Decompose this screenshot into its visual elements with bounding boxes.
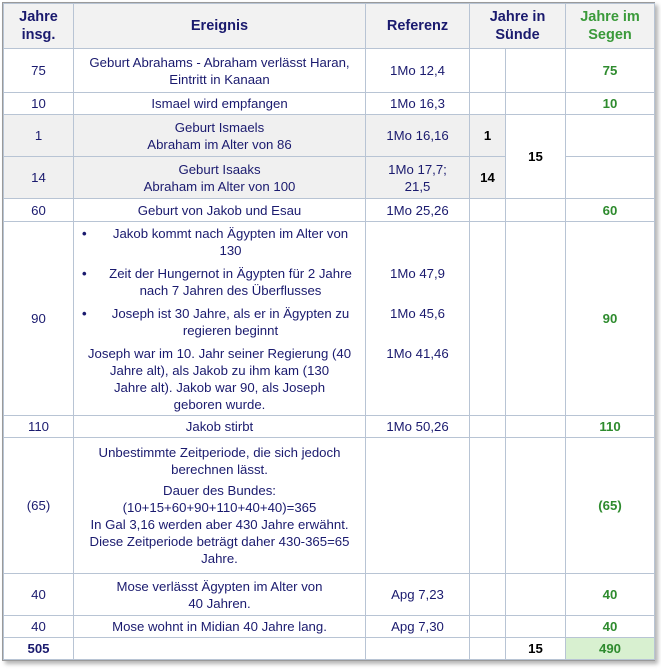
cell-reference: Apg 7,23 [366,574,470,616]
table-row [4,115,655,157]
cell-sin [470,574,506,616]
cell-sin [506,416,566,438]
cell-event [74,638,366,660]
cell-blessing [566,157,655,199]
cell-reference [366,638,470,660]
reference-item: 1Mo 41,46 [386,346,449,361]
reference-item: 1Mo 47,9 [390,266,445,281]
cell-reference [366,438,470,574]
cell-blessing [566,115,655,157]
cell-years: 75 [4,49,74,93]
cell-sin [470,49,506,93]
cell-sin [470,616,506,638]
cell-blessing: (65) [566,438,655,574]
cell-blessing: 75 [566,49,655,93]
cell-sin [470,93,506,115]
cell-event: Mose verlässt Ägypten im Alter von 40 Jahren. [74,574,366,616]
cell-sin [506,199,566,222]
cell-sin: 1 [470,115,506,157]
list-item: • Joseph ist 30 Jahre, als er in Ägypten zu regieren beginnt [82,305,350,338]
total-years: 505 [4,638,74,660]
cell-event: Mose wohnt in Midian 40 Jahre lang. [74,616,366,638]
cell-reference: 1Mo 17,7; 21,5 [366,157,470,199]
header-reference: Referenz [366,4,470,49]
cell-sin [506,49,566,93]
cell-sin [470,438,506,574]
cell-reference: Apg 7,30 [366,616,470,638]
table-row [4,574,655,616]
header-row [4,4,655,49]
cell-blessing: 10 [566,93,655,115]
cell-sin [506,438,566,574]
cell-event [74,222,366,416]
cell-years: (65) [4,438,74,574]
chronology-table [3,3,655,660]
cell-blessing: 110 [566,416,655,438]
header-event: Ereignis [74,4,366,49]
cell-sin [470,199,506,222]
cell-sin-merged: 15 [506,115,566,199]
table-row [4,438,655,574]
cell-blessing: 90 [566,222,655,416]
table-row [4,222,655,416]
table-row [4,199,655,222]
table-row [4,93,655,115]
cell-reference: 1Mo 16,16 [366,115,470,157]
cell-years: 90 [4,222,74,416]
cell-years: 14 [4,157,74,199]
note-text: Joseph war im 10. Jahr seiner Regierung (40 Jahre alt), als Jakob zu ihm kam (130 Jahre alt). Jakob war 90, als Joseph geboren wurde. [87,345,352,412]
cell-blessing: 40 [566,616,655,638]
header-years-sin: Jahre in Sünde [470,4,566,49]
cell-years: 110 [4,416,74,438]
cell-sin [470,416,506,438]
table-frame [2,2,655,661]
cell-event: Ismael wird empfangen [74,93,366,115]
table-row [4,616,655,638]
list-item: • Jakob kommt nach Ägypten im Alter von 130 [82,225,349,258]
cell-sin: 14 [470,157,506,199]
cell-blessing: 60 [566,199,655,222]
cell-event: Geburt Isaaks Abraham im Alter von 100 [74,157,366,199]
cell-reference: 1Mo 12,4 [366,49,470,93]
cell-event: Geburt von Jakob und Esau [74,199,366,222]
cell-sin [506,574,566,616]
cell-years: 60 [4,199,74,222]
cell-years: 1 [4,115,74,157]
cell-event: Jakob stirbt [74,416,366,438]
table-row [4,416,655,438]
cell-event: Geburt Abrahams - Abraham verlässt Haran, Eintritt in Kanaan [74,49,366,93]
cell-reference: 1Mo 25,26 [366,199,470,222]
cell-years: 40 [4,574,74,616]
header-years-total: Jahre insg. [4,4,74,49]
header-years-blessing: Jahre im Segen [566,4,655,49]
total-blessing: 490 [566,638,655,660]
cell-sin [470,638,506,660]
totals-row [4,638,655,660]
list-item: • Zeit der Hungernot in Ägypten für 2 Jahre nach 7 Jahren des Überflusses [82,265,352,298]
cell-event: Geburt Ismaels Abraham im Alter von 86 [74,115,366,157]
cell-event: Unbestimmte Zeitperiode, die sich jedoch berechnen lässt. Dauer des Bundes: (10+15+60+90+110+40+40)=365 In Gal 3,16 werden aber 430 Jahre erwähnt. Diese Zeitperiode beträgt daher 430-365=65 Jahre. [74,438,366,574]
reference-item: 1Mo 45,6 [390,306,445,321]
table-row [4,49,655,93]
cell-reference: 1Mo 50,26 [366,416,470,438]
cell-years: 10 [4,93,74,115]
cell-blessing: 40 [566,574,655,616]
cell-sin [470,222,506,416]
total-sin: 15 [506,638,566,660]
cell-reference [366,222,470,416]
cell-sin [506,616,566,638]
cell-reference: 1Mo 16,3 [366,93,470,115]
cell-sin [506,93,566,115]
cell-years: 40 [4,616,74,638]
cell-sin [506,222,566,416]
